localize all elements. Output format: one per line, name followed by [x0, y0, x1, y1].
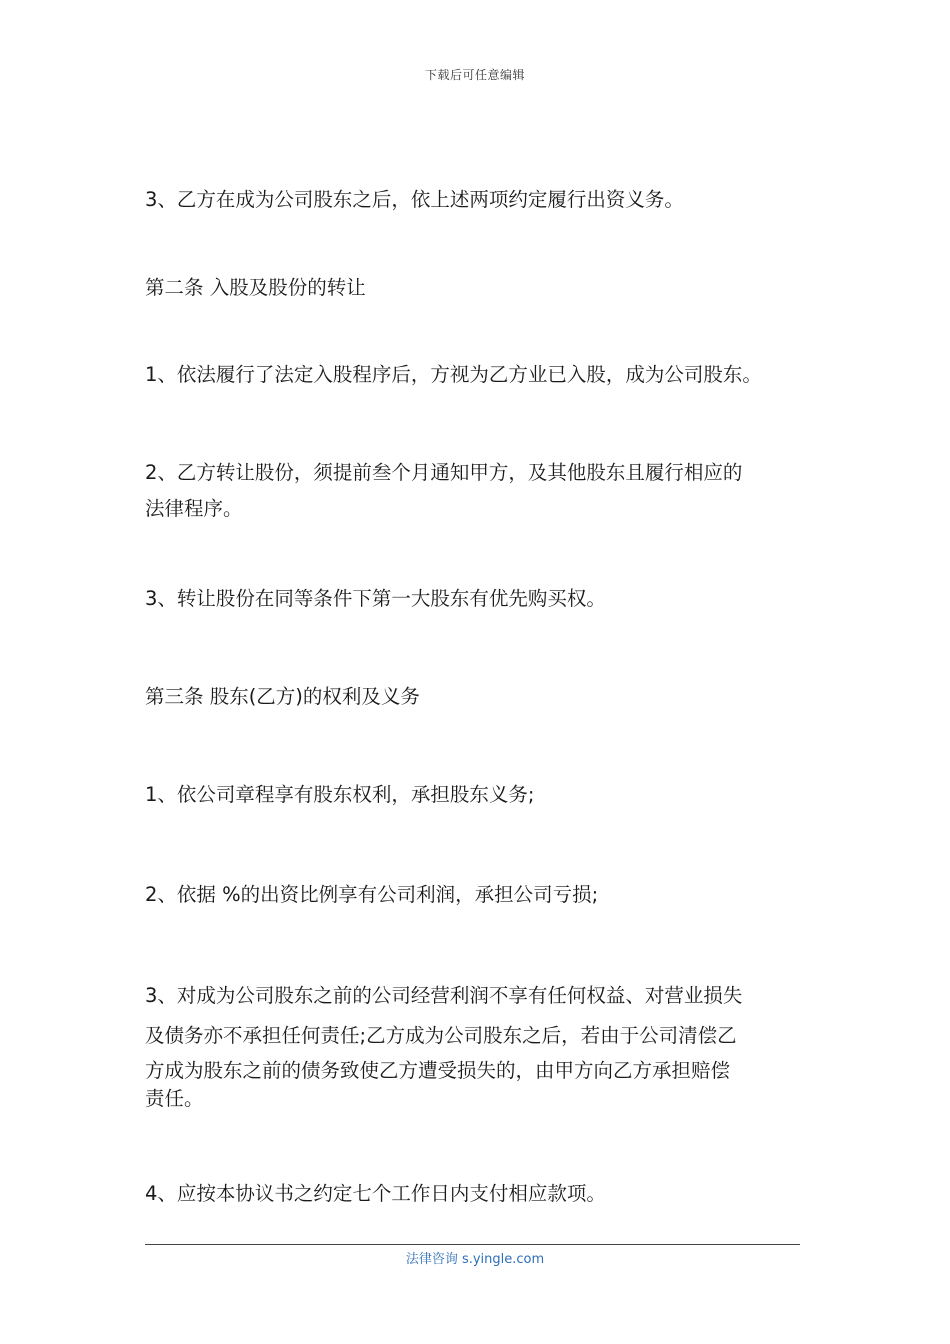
paragraph-line: 3、转让股份在同等条件下第一大股东有优先购买权。: [145, 587, 606, 610]
clause-paragraph: [145, 1176, 815, 1212]
clause-paragraph: [145, 581, 815, 617]
clause-paragraph: [145, 357, 815, 393]
paragraph-line: 第二条 入股及股份的转让: [145, 276, 366, 299]
paragraph-line: 法律程序。: [145, 497, 243, 520]
clause-paragraph: [145, 877, 815, 913]
clause-paragraph: [145, 455, 815, 527]
page-header: 下载后可任意编辑: [424, 68, 525, 82]
paragraph-line: 责任。: [145, 1087, 204, 1110]
paragraph-line: 2、依据 %的出资比例享有公司利润，承担公司亏损;: [145, 883, 599, 906]
paragraph-line: 3、对成为公司股东之前的公司经营利润不享有任何权益、对营业损失: [145, 984, 743, 1007]
paragraph-line: 3、乙方在成为公司股东之后，依上述两项约定履行出资义务。: [145, 188, 684, 211]
paragraph-line: 第三条 股东(乙方)的权利及义务: [145, 685, 420, 708]
section-heading: [145, 679, 815, 715]
paragraph-line: 4、应按本协议书之约定七个工作日内支付相应款项。: [145, 1182, 606, 1205]
footer-link[interactable]: 法律咨询 s.yingle.com: [405, 1252, 545, 1267]
clause-paragraph: [145, 777, 815, 813]
clause-paragraph: [145, 978, 815, 1112]
paragraph-line: 1、依公司章程享有股东权利，承担股东义务;: [145, 783, 535, 806]
footer-divider: [145, 1244, 800, 1245]
clause-paragraph: [145, 182, 815, 218]
paragraph-line: 方成为股东之前的债务致使乙方遭受损失的，由甲方向乙方承担赔偿: [145, 1059, 731, 1082]
section-heading: [145, 270, 815, 306]
paragraph-line: 及债务亦不承担任何责任;乙方成为公司股东之后，若由于公司清偿乙: [145, 1024, 737, 1047]
paragraph-line: 2、乙方转让股份，须提前叁个月通知甲方，及其他股东且履行相应的: [145, 461, 743, 484]
paragraph-line: 1、依法履行了法定入股程序后，方视为乙方业已入股，成为公司股东。: [145, 363, 762, 386]
